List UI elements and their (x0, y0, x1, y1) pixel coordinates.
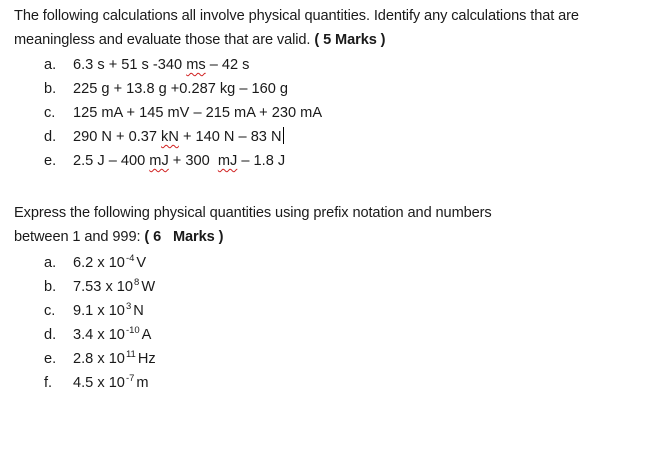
item-quantity: 2.8 x $10^{11}$ Hz (73, 349, 156, 367)
spellcheck-word: mJ (149, 153, 169, 169)
question2-item-b (44, 275, 155, 299)
question2-item-a (44, 251, 146, 275)
unit: A (141, 327, 152, 343)
question2-marks: ( 6 Marks ) (144, 229, 224, 245)
item-expression: 290 N + 0.37 kN + 140 N – 83 N (73, 129, 282, 145)
item-label: e. (44, 351, 57, 367)
item-label: f. (44, 375, 53, 391)
item-label: e. (44, 153, 57, 169)
item-expression: 125 mA + 145 mV – 215 mA + 230 mA (73, 105, 323, 121)
question1-prompt-line1: The following calculations all involve physical quantities. Identify any calculations that are (14, 8, 579, 24)
question1-item-c (44, 101, 322, 125)
spellcheck-word: kN (161, 129, 179, 145)
spellcheck-word: mJ (217, 153, 238, 169)
exponent: -4 (125, 253, 135, 264)
item-label: a. (44, 255, 57, 271)
question1-prompt (14, 4, 579, 52)
unit: m (136, 375, 149, 391)
item-label: a. (44, 57, 57, 73)
question2-item-f (44, 371, 149, 395)
question1-item-a (44, 53, 249, 77)
question2-item-e (44, 347, 156, 371)
item-label: c. (44, 303, 56, 319)
question1-item-d (44, 125, 284, 149)
item-quantity: 7.53 x $10^8$ W (73, 277, 156, 295)
question2-prompt-line2: between 1 and 999: ( 6 Marks ) (14, 229, 224, 245)
exponent: -7 (125, 373, 135, 384)
item-quantity: 6.2 x $10^{-4}$ V (73, 253, 147, 271)
question1-prompt-line2: meaningless and evaluate those that are valid. ( 5 Marks ) (14, 32, 386, 48)
exponent: 3 (125, 301, 132, 312)
exponent: 8 (134, 277, 140, 288)
item-quantity: 9.1 x $10^3$ N (73, 301, 144, 319)
question2-item-d (44, 323, 151, 347)
item-label: b. (44, 279, 57, 295)
question1-item-e (44, 149, 285, 173)
item-label: c. (44, 105, 56, 121)
unit: N (133, 303, 144, 319)
unit: Hz (137, 351, 156, 367)
question1-item-b (44, 77, 288, 101)
item-label: d. (44, 327, 57, 343)
item-expression: 6.3 s + 51 s -340 ms – 42 s (73, 57, 250, 73)
item-expression: 2.5 J – 400 mJ + 300 mJ – 1.8 J (73, 153, 286, 169)
text-cursor (283, 127, 284, 144)
item-quantity: 3.4 x $10^{-10}$ A (73, 325, 152, 343)
item-label: b. (44, 81, 57, 97)
question2-prompt (14, 201, 492, 249)
question2-item-c (44, 299, 144, 323)
exponent: 11 (125, 349, 136, 360)
item-label: d. (44, 129, 57, 145)
spellcheck-word: ms (186, 57, 206, 73)
unit: V (136, 255, 147, 271)
item-expression: 225 g + 13.8 g +0.287 kg – 160 g (73, 81, 289, 97)
exponent: -10 (125, 325, 140, 336)
item-quantity: 4.5 x $10^{-7}$ m (73, 373, 149, 391)
question2-prompt-line1: Express the following physical quantities using prefix notation and numbers (14, 205, 492, 221)
unit: W (141, 279, 156, 295)
question1-marks: ( 5 Marks ) (314, 32, 386, 48)
